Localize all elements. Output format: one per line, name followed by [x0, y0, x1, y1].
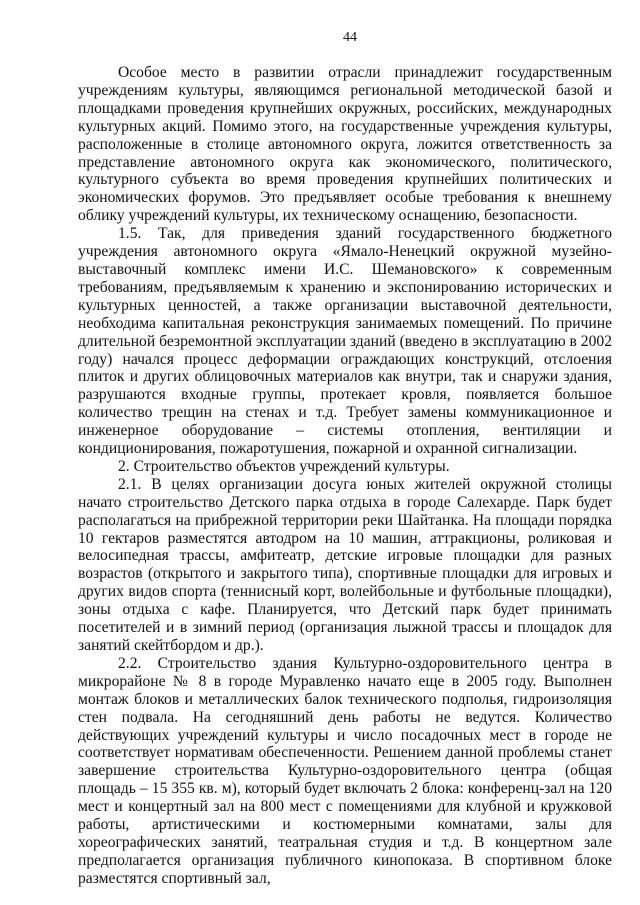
- paragraph-cultural-institutions: Особое место в развитии отрасли принадлежит государственным учреждениям культуры, являющимся региональной методической базой и площадками проведения крупнейших окружных, российских, международных культурных акций. Помимо этого, на государственные учреждения культуры, расположенные в столице автономного округа, ложится ответственность за представление автономного округа как экономического, политического, культурного субъекта во время проведения крупнейших политических и экономических форумов. Это предъявляет особые требования к внешнему облику учреждений культуры, их техническому оснащению, безопасности.: [78, 64, 612, 225]
- paragraph-childrens-park: 2.1. В целях организации досуга юных жителей окружной столицы начато строительство Детского парка отдыха в городе Салехарде. Парк будет располагаться на прибрежной территории реки Шайтанка. На площади порядка 10 гектаров разместятся автодром на 10 машин, аттракционы, роликовая и велосипедная трассы, амфитеатр, детские игровые площадки для разных возрастов (открытого и закрытого типа), спортивные площадки для игровых и других видов спорта (теннисный корт, волейбольные и футбольные площадки), зоны отдыха с кафе. Планируется, что Детский парк будет принимать посетителей и в зимний период (организация лыжной трассы и площадок для занятий скейтбордом и др.).: [78, 475, 612, 654]
- paragraph-section-heading: 2. Строительство объектов учреждений культуры.: [118, 457, 450, 475]
- page-number: 44: [343, 30, 357, 45]
- paragraph-museum-reconstruction: 1.5. Так, для приведения зданий государственного бюджетного учреждения автономного округа «Ямало-Ненецкий окружной музейно-выставочный комплекс имени И.С. Шемановского» к современным требованиям, предъявляемым к хранению и экспонированию исторических и культурных ценностей, а также организации выставочной деятельности, необходима капитальная реконструкция занимаемых помещений. По причине длительной безремонтной эксплуатации зданий (введено в эксплуатацию в 2002 году) начался процесс деформации ограждающих конструкций, отслоения плиток и других облицовочных материалов как внутри, так и снаружи здания, разрушаются входные группы, протекает кровля, появляется большое количество трещин на стенах и т.д. Требует замены коммуникационное и инженерное оборудование – системы отопления, вентиляции и кондиционирования, пожаротушения, пожарной и охранной сигнализации.: [78, 225, 612, 458]
- paragraph-cultural-center: 2.2. Строительство здания Культурно-оздоровительного центра в микрорайоне № 8 в городе Муравленко начато еще в 2005 году. Выполнен монтаж блоков и металлических балок технического подполья, гидроизоляция стен подвала. На сегодняшний день работы не ведутся. Количество действующих учреждений культуры и число посадочных мест в городе не соответствует нормативам обеспеченности. Решением данной проблемы станет завершение строительства Культурно-оздоровительного центра (общая площадь – 15 355 кв. м), который будет включать 2 блока: конференц-зал на 120 мест и концертный зал на 800 мест с помещениями для клубной и кружковой работы, артистическими и костюмерными комнатами, залы для хореографических занятий, театральная студия и т.д. В концертном зале предполагается организация публичного кинопоказа. В спортивном блоке разместятся спортивный зал,: [78, 654, 612, 887]
- document-page: [78, 30, 612, 888]
